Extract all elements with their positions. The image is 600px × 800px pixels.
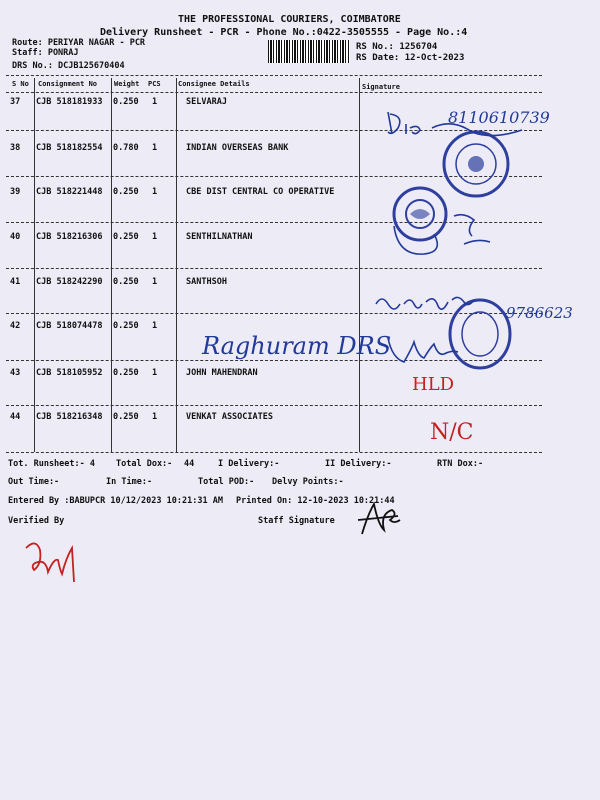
col-pcs: PCS xyxy=(148,80,161,88)
col-divider xyxy=(111,78,112,452)
row-weight: 0.250 xyxy=(113,412,139,422)
signature-row37 xyxy=(380,104,530,144)
col-sno: S No xyxy=(12,80,29,88)
row-rule xyxy=(6,405,542,406)
row-consignment: CJB 518181933 xyxy=(36,97,103,107)
row-pcs: 1 xyxy=(152,187,158,197)
in-time: In Time:- xyxy=(106,477,153,487)
staff-label: Staff: PONRAJ xyxy=(12,48,79,58)
row-consignment: CJB 518216348 xyxy=(36,412,103,422)
header-top-rule xyxy=(6,75,542,76)
row-pcs: 1 xyxy=(152,232,158,242)
header-bottom-rule xyxy=(6,92,542,93)
row-sno: 40 xyxy=(10,232,21,242)
tamil-signature xyxy=(372,290,482,320)
row-sno: 41 xyxy=(10,277,21,287)
row-pcs: 1 xyxy=(152,97,158,107)
tot-runsheet: Tot. Runsheet:- 4 xyxy=(8,459,95,469)
row-consignee: SANTHSOH xyxy=(186,277,227,287)
barcode xyxy=(268,40,350,63)
row-rule xyxy=(6,268,542,269)
row-pcs: 1 xyxy=(152,143,158,153)
col-divider xyxy=(359,78,360,452)
rtn-dox: RTN Dox:- xyxy=(437,459,484,469)
printed-on: Printed On: 12-10-2023 10:21:44 xyxy=(236,496,395,506)
row-weight: 0.250 xyxy=(113,368,139,378)
row-consignee: JOHN MAHENDRAN xyxy=(186,368,258,378)
entered-by: Entered By :BABUPCR 10/12/2023 10:21:31 AM xyxy=(8,496,223,506)
verifier-signature xyxy=(22,534,92,584)
rs-number: RS No.: 1256704 xyxy=(356,42,438,52)
row-pcs: 1 xyxy=(152,412,158,422)
row-weight: 0.250 xyxy=(113,277,139,287)
row-weight: 0.250 xyxy=(113,321,139,331)
rs-date: RS Date: 12-Oct-2023 xyxy=(356,53,465,63)
total-dox-label: Total Dox:- xyxy=(116,459,173,469)
runsheet-title: Delivery Runsheet - PCR - Phone No.:0422-3505555 - Page No.:4 xyxy=(100,27,468,38)
out-time: Out Time:- xyxy=(8,477,60,487)
row-consignment: CJB 518182554 xyxy=(36,143,103,153)
row-consignment: CJB 518216306 xyxy=(36,232,103,242)
row-weight: 0.250 xyxy=(113,97,139,107)
row-pcs: 1 xyxy=(152,321,158,331)
row-consignee: INDIAN OVERSEAS BANK xyxy=(186,143,289,153)
row-consignment: CJB 518242290 xyxy=(36,277,103,287)
row-sno: 37 xyxy=(10,97,21,107)
row-sno: 42 xyxy=(10,321,21,331)
staff-signature xyxy=(356,500,406,540)
staff-signature-label: Staff Signature xyxy=(258,516,335,526)
total-dox-value: 44 xyxy=(184,459,195,469)
i-delivery: I Delivery:- xyxy=(218,459,280,469)
row-sno: 44 xyxy=(10,412,21,422)
row-consignee: SELVARAJ xyxy=(186,97,227,107)
row-pcs: 1 xyxy=(152,368,158,378)
col-signature: Signature xyxy=(362,83,400,91)
handwritten-phone-2: 9786623 xyxy=(506,304,573,322)
row-sno: 43 xyxy=(10,368,21,378)
handwritten-nc: N/C xyxy=(430,420,474,445)
row-consignee: VENKAT ASSOCIATES xyxy=(186,412,273,422)
handwritten-name: Raghuram DRS xyxy=(202,332,392,360)
handwritten-phone: 8110610739 xyxy=(448,108,550,127)
company-name: THE PROFESSIONAL COURIERS, COIMBATORE xyxy=(178,14,401,25)
table-bottom-rule xyxy=(6,452,542,453)
handwritten-hld: HLD xyxy=(412,374,455,395)
col-weight: Weight xyxy=(114,80,140,88)
row-weight: 0.780 xyxy=(113,143,139,153)
row-consignment: CJB 518074478 xyxy=(36,321,103,331)
drs-number: DRS No.: DCJB125670404 xyxy=(12,61,125,71)
row-consignment: CJB 518221448 xyxy=(36,187,103,197)
col-consignment: Consignment No xyxy=(38,80,98,88)
row-consignment: CJB 518105952 xyxy=(36,368,103,378)
row-consignee: CBE DIST CENTRAL CO OPERATIVE xyxy=(186,187,335,197)
row-sno: 39 xyxy=(10,187,21,197)
row-pcs: 1 xyxy=(152,277,158,287)
col-divider xyxy=(34,78,35,452)
col-consignee: Consignee Details xyxy=(178,80,250,88)
col-divider xyxy=(176,78,177,452)
signature-row39-40 xyxy=(384,196,504,266)
ii-delivery: II Delivery:- xyxy=(325,459,392,469)
row-weight: 0.250 xyxy=(113,232,139,242)
total-pod: Total POD:- xyxy=(198,477,255,487)
row-consignee: SENTHILNATHAN xyxy=(186,232,253,242)
route-label: Route: PERIYAR NAGAR - PCR xyxy=(12,38,146,48)
signature-row42 xyxy=(384,330,464,370)
verified-by: Verified By xyxy=(8,516,65,526)
delvy-points: Delvy Points:- xyxy=(272,477,344,487)
row-sno: 38 xyxy=(10,143,21,153)
row-weight: 0.250 xyxy=(113,187,139,197)
